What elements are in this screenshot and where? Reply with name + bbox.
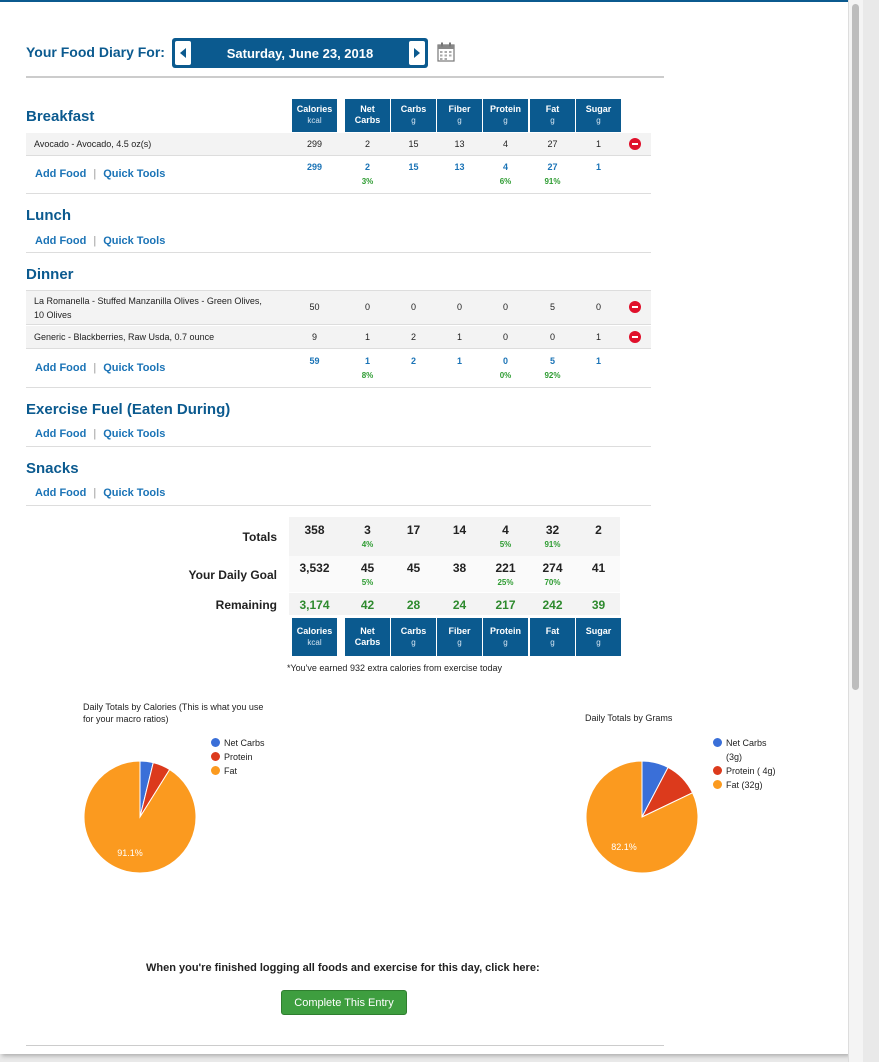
goal-net-carbs: 45 (360, 561, 375, 575)
lunch-links (35, 235, 165, 247)
legend-dot-net-carbs (713, 738, 722, 747)
food-net-carbs: 2 (364, 139, 370, 149)
food-calories: 299 (306, 139, 323, 149)
food-protein: 0 (502, 302, 508, 312)
col-header-fiber: Fiber g (437, 99, 482, 132)
col-header-net-carbs: Net Carbs (345, 618, 390, 656)
food-carbs: 2 (410, 332, 416, 342)
add-food-link[interactable]: Add Food (35, 168, 87, 180)
divider (26, 252, 651, 253)
total-carbs: 17 (406, 523, 421, 537)
totals-label: Totals (242, 530, 277, 544)
bottom-divider (26, 1045, 664, 1046)
legend-item: Net Carbs (211, 736, 265, 750)
breakfast-links (35, 168, 165, 180)
col-header-fat: Fat g (530, 618, 575, 656)
add-food-link[interactable]: Add Food (35, 487, 87, 499)
dinner-links (35, 362, 165, 374)
legend-item: Protein ( 4g) (713, 764, 783, 778)
col-header-sugar: Sugar g (576, 99, 621, 132)
total-pct-protein: 5% (499, 540, 512, 549)
scrollbar-thumb[interactable] (852, 4, 859, 690)
meal-total-fiber: 1 (456, 356, 462, 366)
col-header-carbs: Carbs g (391, 99, 436, 132)
previous-day-button[interactable] (175, 41, 191, 65)
meal-title-dinner: Dinner (26, 266, 74, 283)
divider (26, 324, 651, 325)
complete-entry-prompt: When you're finished logging all foods and exercise for this day, click here: (146, 962, 540, 974)
pie-chart-calories (82, 759, 198, 875)
divider (26, 446, 651, 447)
link-separator: | (93, 362, 97, 374)
meal-title-exercise-fuel: Exercise Fuel (Eaten During) (26, 401, 231, 418)
food-fiber: 13 (454, 139, 465, 149)
remaining-net-carbs: 42 (360, 598, 375, 612)
chart-title-grams: Daily Totals by Grams (585, 713, 673, 723)
total-calories: 358 (304, 523, 325, 537)
legend-dot-protein (211, 752, 220, 761)
link-separator: | (93, 428, 97, 440)
exercise-note: *You've earned 932 extra calories from exercise today (287, 663, 503, 673)
diary-title: Your Food Diary For: (26, 44, 165, 60)
meal-pct-protein: 6% (499, 177, 512, 186)
remaining-fiber: 24 (452, 598, 467, 612)
delete-food-icon[interactable] (629, 331, 641, 343)
divider (26, 387, 651, 388)
pie-data-label: 82.1% (611, 842, 637, 852)
legend-grams (713, 736, 783, 792)
add-food-link[interactable]: Add Food (35, 428, 87, 440)
total-pct-net-carbs: 4% (361, 540, 374, 549)
quick-tools-link[interactable]: Quick Tools (103, 168, 166, 180)
col-header-calories: Calories kcal (292, 618, 337, 656)
goal-calories: 3,532 (299, 561, 330, 575)
divider (26, 348, 651, 349)
exercise-links (35, 428, 165, 440)
total-pct-fat: 91% (544, 540, 561, 549)
remaining-protein: 217 (495, 598, 516, 612)
header-divider (26, 76, 664, 78)
food-calories: 50 (309, 302, 320, 312)
quick-tools-link[interactable]: Quick Tools (103, 362, 166, 374)
vertical-scrollbar[interactable] (848, 0, 863, 1062)
divider (26, 193, 651, 194)
legend-dot-net-carbs (211, 738, 220, 747)
date-navigator (172, 38, 428, 68)
col-header-carbs: Carbs g (391, 618, 436, 656)
quick-tools-link[interactable]: Quick Tools (103, 235, 166, 247)
legend-item: Fat (32g) (713, 778, 783, 792)
meal-pct-protein: 0% (499, 371, 512, 380)
chart-title-calories: Daily Totals by Calories (This is what you use for your macro ratios) (83, 702, 264, 724)
goal-pct-net-carbs: 5% (361, 578, 374, 587)
food-fat: 5 (549, 302, 555, 312)
total-protein: 4 (502, 523, 509, 537)
pie-chart-grams (584, 759, 700, 875)
meal-total-carbs: 2 (410, 356, 416, 366)
remaining-label: Remaining (215, 598, 277, 612)
col-header-fat: Fat g (530, 99, 575, 132)
divider (26, 155, 651, 156)
food-fiber: 0 (456, 302, 462, 312)
food-protein: 0 (502, 332, 508, 342)
meal-total-carbs: 15 (408, 162, 419, 172)
next-day-button[interactable] (409, 41, 425, 65)
col-header-fiber: Fiber g (437, 618, 482, 656)
meal-total-sugar: 1 (595, 356, 601, 366)
remaining-sugar: 39 (591, 598, 606, 612)
food-carbs: 0 (410, 302, 416, 312)
legend-dot-fat (713, 780, 722, 789)
meal-title-lunch: Lunch (26, 207, 71, 224)
meal-total-calories: 299 (306, 162, 323, 172)
link-separator: | (93, 487, 97, 499)
meal-title-breakfast: Breakfast (26, 108, 95, 125)
delete-food-icon[interactable] (629, 301, 641, 313)
legend-dot-fat (211, 766, 220, 775)
legend-item: Fat (211, 764, 265, 778)
goal-protein: 221 (495, 561, 516, 575)
food-net-carbs: 1 (364, 332, 370, 342)
food-fat: 27 (547, 139, 558, 149)
link-separator: | (93, 168, 97, 180)
col-header-calories: Calories kcal (292, 99, 337, 132)
meal-pct-fat: 92% (544, 371, 561, 380)
food-sugar: 1 (595, 139, 601, 149)
link-separator: | (93, 235, 97, 247)
food-net-carbs: 0 (364, 302, 370, 312)
food-fiber: 1 (456, 332, 462, 342)
goal-pct-protein: 25% (497, 578, 514, 587)
remaining-fat: 242 (542, 598, 563, 612)
add-food-link[interactable]: Add Food (35, 235, 87, 247)
legend-item: Net Carbs (3g) (713, 736, 783, 764)
delete-food-icon[interactable] (629, 138, 641, 150)
col-header-sugar: Sugar g (576, 618, 621, 656)
food-name[interactable]: La Romanella - Stuffed Manzanilla Olives - Green Olives, 10 Olives (34, 296, 262, 320)
quick-tools-link[interactable]: Quick Tools (103, 487, 166, 499)
complete-entry-button[interactable]: Complete This Entry (281, 990, 407, 1015)
legend-calories (211, 736, 265, 778)
food-calories: 9 (311, 332, 317, 342)
goal-sugar: 41 (591, 561, 606, 575)
col-header-net-carbs: Net Carbs (345, 99, 390, 132)
meal-total-net-carbs: 2 (364, 162, 370, 172)
current-date: Saturday, June 23, 2018 (226, 46, 374, 61)
divider (26, 505, 651, 506)
meal-total-protein: 0 (502, 356, 508, 366)
calendar-icon[interactable] (437, 42, 455, 62)
legend-item: Protein (211, 750, 265, 764)
food-carbs: 15 (408, 139, 419, 149)
food-fat: 0 (549, 332, 555, 342)
food-sugar: 1 (595, 332, 601, 342)
arrow-right-icon (414, 48, 420, 58)
meal-total-fiber: 13 (454, 162, 465, 172)
goal-fiber: 38 (452, 561, 467, 575)
legend-dot-protein (713, 766, 722, 775)
meal-total-fat: 27 (547, 162, 558, 172)
goal-pct-fat: 70% (544, 578, 561, 587)
meal-total-net-carbs: 1 (364, 356, 370, 366)
total-fat: 32 (545, 523, 560, 537)
meal-total-fat: 5 (549, 356, 555, 366)
meal-total-protein: 4 (502, 162, 508, 172)
meal-total-sugar: 1 (595, 162, 601, 172)
food-name[interactable]: Generic - Blackberries, Raw Usda, 0.7 ounce (34, 332, 215, 342)
total-sugar: 2 (595, 523, 602, 537)
pie-data-label: 91.1% (117, 848, 143, 858)
food-sugar: 0 (595, 302, 601, 312)
daily-goal-label: Your Daily Goal (188, 568, 277, 582)
meal-total-calories: 59 (309, 356, 320, 366)
snacks-links (35, 487, 165, 499)
meal-pct-fat: 91% (544, 177, 561, 186)
goal-fat: 274 (542, 561, 563, 575)
col-header-protein: Protein g (483, 99, 528, 132)
total-fiber: 14 (452, 523, 467, 537)
food-protein: 4 (502, 139, 508, 149)
total-net-carbs: 3 (364, 523, 371, 537)
remaining-calories: 3,174 (299, 598, 330, 612)
meal-pct-net-carbs: 3% (361, 177, 374, 186)
goal-carbs: 45 (406, 561, 421, 575)
add-food-link[interactable]: Add Food (35, 362, 87, 374)
remaining-carbs: 28 (406, 598, 421, 612)
meal-title-snacks: Snacks (26, 460, 79, 477)
food-name[interactable]: Avocado - Avocado, 4.5 oz(s) (34, 139, 152, 149)
col-header-protein: Protein g (483, 618, 528, 656)
quick-tools-link[interactable]: Quick Tools (103, 428, 166, 440)
meal-pct-net-carbs: 8% (361, 371, 374, 380)
arrow-left-icon (180, 48, 186, 58)
